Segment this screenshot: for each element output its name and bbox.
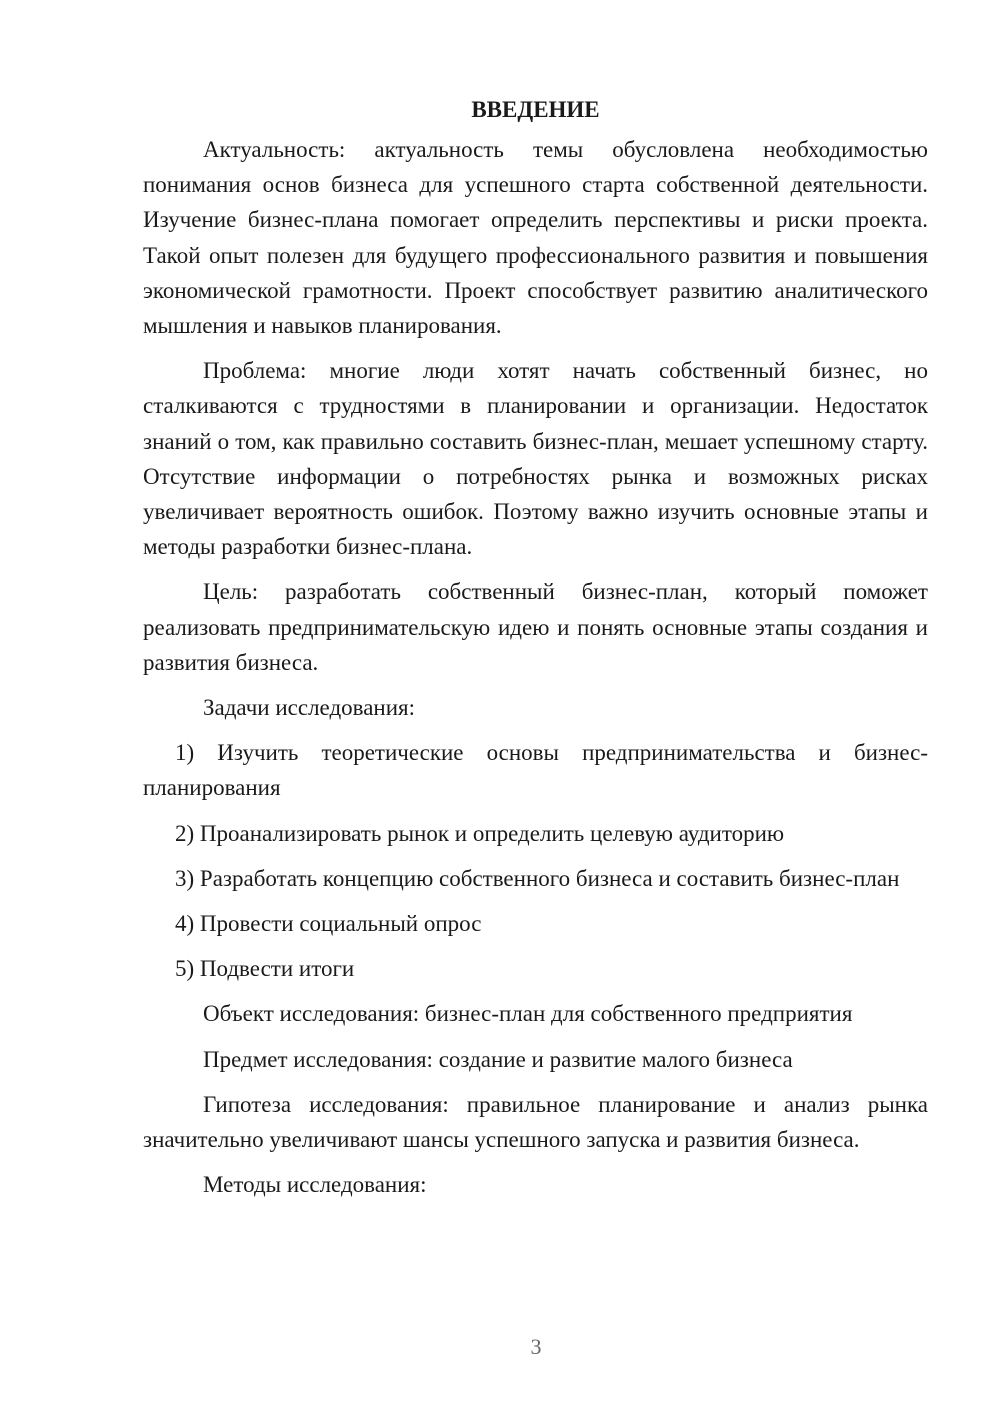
paragraph-problem: Проблема: многие люди хотят начать собственный бизнес, но сталкиваются с трудностями в планировании и организации. Недостаток знаний о том, как правильно составить бизнес-план, мешает успешному старту. Отсутствие информации о потребностях рынка и возможных рисках увеличивает вероятность ошибок. Поэтому важно изучить основные этапы и методы разработки бизнес-плана.	[143, 358, 928, 560]
paragraph-subject: Предмет исследования: создание и развитие малого бизнеса	[203, 1046, 793, 1072]
section-heading: ВВЕДЕНИЕ	[471, 97, 600, 122]
paragraph-relevance: Актуальность: актуальность темы обусловлена необходимостью понимания основ бизнеса для успешного старта собственной деятельности. Изучение бизнес-плана помогает определить перспективы и риски проекта. Такой опыт полезен для будущего профессионального развития и повышения экономической грамотности. Проект способствует развитию аналитического мышления и навыков планирования.	[143, 137, 928, 339]
task-item-3: 3) Разработать концепцию собственного бизнеса и составить бизнес-план	[175, 865, 900, 891]
paragraph-goal: Цель: разработать собственный бизнес-план, который поможет реализовать предпринимательскую идею и понять основные этапы создания и развития бизнеса.	[143, 579, 928, 675]
task-item-4: 4) Провести социальный опрос	[175, 911, 482, 937]
page-content	[143, 94, 928, 1212]
task-item-5: 5) Подвести итоги	[175, 956, 355, 982]
paragraph-object: Объект исследования: бизнес-план для собственного предприятия	[203, 1001, 853, 1027]
paragraph-hypothesis: Гипотеза исследования: правильное планирование и анализ рынка значительно увеличивают шансы успешного запуска и развития бизнеса.	[143, 1091, 928, 1153]
task-item-1: 1) Изучить теоретические основы предпринимательства и бизнес-планирования	[143, 740, 928, 801]
paragraph-tasks-heading: Задачи исследования:	[203, 695, 416, 721]
page-number: 3	[530, 1334, 542, 1359]
paragraph-methods: Методы исследования:	[203, 1172, 427, 1198]
task-item-2: 2) Проанализировать рынок и определить целевую аудиторию	[175, 820, 785, 846]
